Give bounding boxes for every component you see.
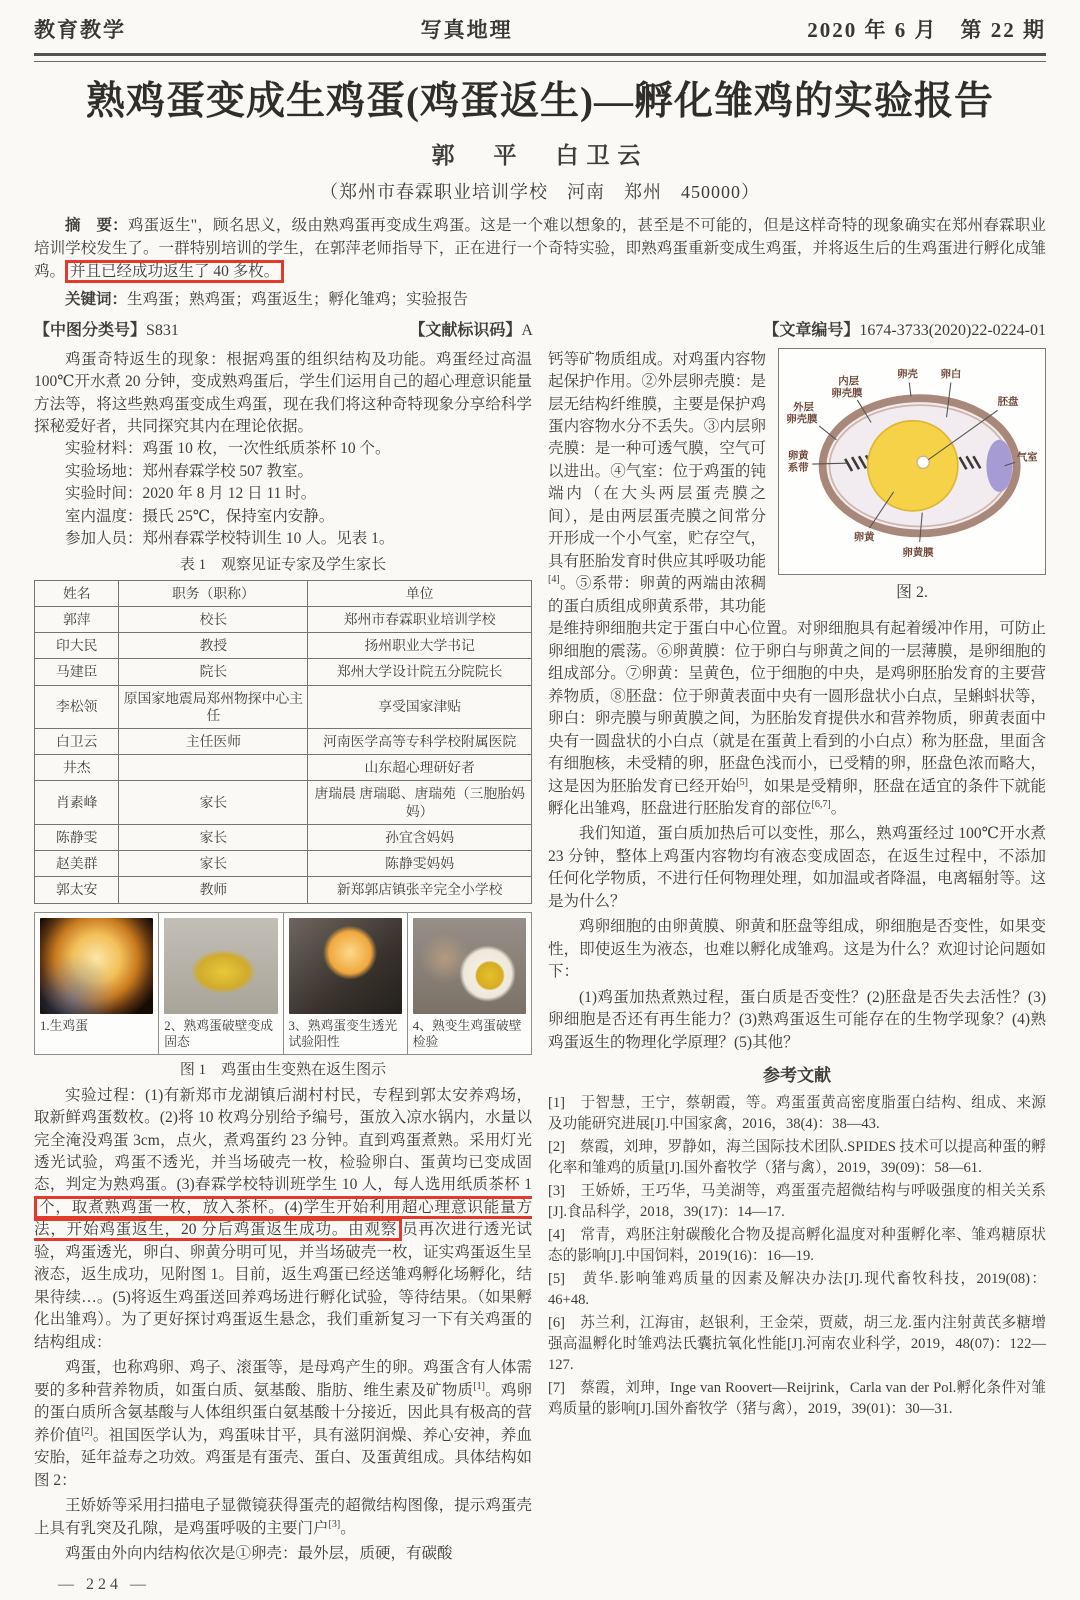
photo-caption: 2、熟鸡蛋破壁变成固态 — [164, 1018, 274, 1050]
table-row — [35, 755, 532, 781]
abstract-text — [34, 217, 1046, 284]
reference-item: [5] 黄华.影响雏鸡质量的因素及解决办法[J].现代畜牧科技，2019(08)：46+48. — [548, 1270, 1046, 1308]
table-cell: 院长 — [119, 659, 308, 685]
table-row — [35, 633, 532, 659]
citation-superscript: [3] — [328, 1518, 341, 1530]
table-row — [35, 877, 532, 903]
figure1-caption: 图 1 鸡蛋由生变熟在返生图示 — [179, 1061, 387, 1078]
table-cell: 教授 — [119, 633, 308, 659]
references-heading: 参考文献 — [763, 1066, 831, 1086]
page-number: — 224 — — [58, 1576, 150, 1594]
svg-text:卵壳膜: 卵壳膜 — [831, 388, 863, 400]
table-cell: 家长 — [119, 781, 308, 824]
egg-description-paragraph — [34, 1357, 532, 1492]
two-column-body — [34, 346, 1046, 1597]
table-cell: 井杰 — [35, 755, 119, 781]
document-code: 【文献标识码】A — [409, 321, 533, 339]
table-caption: 表 1 观察见证专家及学生家长 — [179, 556, 387, 573]
table-cell: 郭萍 — [35, 606, 119, 632]
citation-superscript: [4] — [548, 574, 560, 586]
text-segment: 实验过程：(1)有新郑市龙湖镇后湖村村民，专程到郭太安养鸡场，取新鲜鸡蛋数枚。(2)将 10 枚鸡分别给予编号，蛋放入凉水锅内，水量以完全淹没鸡蛋 3cm，点火，煮鸡蛋约 23 分钟。直到鸡蛋煮熟。采用灯光透光试验，鸡蛋不透光，并当场破壳一枚，检验卵白、蛋黄均已变成固态，判定为熟鸡蛋。(3)春霖学校特训班学生 10 人，每人选用纸质茶杯 1 — [34, 1086, 532, 1194]
red-highlight-box: 并且已经成功返生了 40 多枚。 — [65, 260, 284, 283]
text-segment: 王娇娇等采用扫描电子显微镜获得蛋壳的超微结构图像，提示鸡蛋壳上具有乳突及孔隙，是鸡蛋呼吸的主要门户 — [34, 1497, 532, 1537]
table-cell: 郑州大学设计院五分院院长 — [308, 659, 532, 685]
citation-superscript: [1] — [473, 1380, 485, 1392]
table-row — [35, 824, 532, 850]
photo-caption: 1.生鸡蛋 — [40, 1018, 88, 1033]
figure1-cell-3 — [284, 913, 408, 1054]
table-cell: 印大民 — [35, 633, 119, 659]
table-cell: 赵美群 — [35, 851, 119, 877]
table-cell: 陈静雯妈妈 — [308, 851, 532, 877]
table-cell: 家长 — [119, 851, 308, 877]
egg-diagram-box — [778, 348, 1046, 575]
citation-superscript: [6,7] — [811, 798, 831, 810]
table-cell: 郭太安 — [35, 877, 119, 903]
table-cell: 校长 — [119, 606, 308, 632]
reference-item: [2] 蔡霞，刘珅，罗静如，海兰国际技术团队.SPIDES 技术可以提高种蛋的孵化率和雏鸡的质量[J].国外畜牧学（猪与禽），2019，39(09)：58—61. — [548, 1138, 1046, 1176]
table-cell — [119, 755, 308, 781]
table-cell: 孙宜含妈妈 — [308, 824, 532, 850]
table-row — [35, 851, 532, 877]
reference-item: [1] 于智慧，王宁，蔡朝霞，等。鸡蛋蛋黄高密度脂蛋白结构、组成、来源及功能研究进展[J].中国家禽，2016，38(4)：38—43. — [548, 1094, 1046, 1132]
keywords-line — [34, 287, 1046, 309]
table-row — [35, 685, 532, 728]
svg-text:卵壳膜: 卵壳膜 — [786, 414, 818, 426]
shell-break-check-photo — [413, 918, 526, 1014]
classification-row — [34, 317, 1046, 340]
table-cell: 主任医师 — [119, 728, 308, 754]
table-cell: 马建臣 — [35, 659, 119, 685]
egg-structure-diagram — [781, 353, 1041, 563]
text-segment: 鸡蛋，也称鸡卵、鸡子、滚蛋等，是母鸡产生的卵。鸡蛋含有人体需要的多种营养物质，如蛋白质、氨基酸、脂肪、维生素及矿物质 — [34, 1359, 532, 1399]
text-segment: 。⑤系带：卵黄的两端由浓稠的蛋白质组成卵黄系带，其功能是维持卵细胞共定于蛋白中心位置。对卵细胞具有起着缓冲作用，可防止卵细胞的震荡。⑥卵黄膜：位于卵白与卵黄之间的一层薄膜，是卵细胞的组成部分。⑦卵黄：呈黄色，位于细胞的中央，是鸡卵胚胎发育的主要营养物质，⑧胚盘：位于卵黄表面中央有一圆形盘状小白点，呈蝌蚪状等，卵白：卵壳膜与卵黄膜之间，为胚胎发育提供水和营养物质，卵黄表面中央有一圆盘状的小白点（就是在蛋黄上看到的小白点）称为胚盘，里面含有细胞核，未受精的卵，胚盘色浅而小，已受精的卵，胚盘色浓而略大，这是因为胚胎发育已经开始 — [548, 575, 1046, 795]
text-segment: 员再次进行透光试验，鸡蛋透光，卵白、卵黄分明可见，并当场破壳一枚，证实鸡蛋返生呈液态，返生成功，见附图 1。目前，返生鸡蛋已经送雏鸡孵化场孵化，结果待续…。(5)将返生鸡蛋送回养鸡场进行孵化试验，等待结果。（如果孵化出雏鸡）。为了更好探讨鸡蛋返生悬念，我们重新复习一下有关鸡蛋的结构组成： — [34, 1221, 532, 1351]
boiled-egg-solid-photo — [164, 918, 277, 1014]
table-cell: 郑州市春霖职业培训学校 — [308, 606, 532, 632]
label-inner-shell-membrane: 内层 — [838, 375, 859, 387]
witness-table — [34, 580, 532, 904]
table-cell: 唐瑞晨 唐瑞聪、唐瑞苑（三胞胎妈妈） — [308, 781, 532, 824]
reference-item: [6] 苏兰利，江海宙，赵银利，王金荣，贾葳，胡三龙.蛋内注射黄芪多糖增强高温孵化时雏鸡法氏囊抗氧化性能[J].河南农业科学，2019，48(07)：122—127. — [548, 1314, 1046, 1373]
intro-paragraph: 鸡蛋奇特返生的现象：根据鸡蛋的组织结构及功能。鸡蛋经过高温 100℃开水煮 20 分钟，变成熟鸡蛋后，学生们运用自己的超心理意识能量方法等，将这些熟鸡蛋变成生鸡蛋，现在我们将这种奇特现象分享给科学探秘爱好者，共同探究其内在理论依据。 — [34, 350, 532, 435]
table-cell: 扬州职业大学书记 — [308, 633, 532, 659]
article-id: 【文章编号】1674-3733(2020)22-0224-01 — [763, 321, 1046, 339]
reference-item: [4] 常青，鸡胚注射碳酸化合物及提高孵化温度对种蛋孵化率、雏鸡糖原状态的影响[J].中国饲料，2019(16)：16—19. — [548, 1226, 1046, 1264]
table-cell: 享受国家津贴 — [308, 685, 532, 728]
label-albumen: 卵白 — [940, 368, 962, 380]
label-air-cell: 气室 — [1016, 452, 1038, 464]
photo-caption: 4、熟变生鸡蛋破壁检验 — [412, 1018, 522, 1050]
journal-issue: 2020 年 6 月 第 22 期 — [807, 18, 1046, 42]
experiment-time-line: 实验时间：2020 年 8 月 12 日 11 时。 — [65, 485, 317, 503]
journal-section-label: 教育教学 — [34, 18, 126, 42]
reference-item: [3] 王娇娇，王巧华，马美湖等，鸡蛋蛋壳超微结构与呼吸强度的相关关系[J].食品科学，2018，39(17)：14—17. — [548, 1182, 1046, 1220]
clc-number: 【中图分类号】S831 — [34, 321, 179, 339]
affiliation: （郑州市春霖职业培训学校 河南 郑州 450000） — [320, 181, 760, 202]
table-header-unit: 单位 — [308, 580, 532, 606]
right-column — [548, 346, 1046, 1597]
reference-item: [7] 蔡霞，刘珅，Inge van Roovert—Reijrink，Carla van der Pol.孵化条件对雏鸡质量的影响[J].国外畜牧学（猪与禽），2019，39(01)：30—31. — [548, 1379, 1046, 1417]
authors: 郭 平 白卫云 — [431, 142, 649, 168]
keywords-text: 生鸡蛋；熟鸡蛋；鸡蛋返生；孵化雏鸡；实验报告 — [127, 290, 469, 308]
text-segment: 。 — [340, 1519, 356, 1537]
label-blastodisc: 胚盘 — [997, 396, 1019, 408]
structure-start-paragraph: 鸡蛋由外向内结构依次是①卵壳：最外层，质硬，有碳酸 — [65, 1544, 453, 1562]
figure1-photo-strip — [34, 912, 532, 1055]
table-row — [35, 781, 532, 824]
text-segment: 。鸡卵的蛋白质所含氨基酸与人体组织蛋白氨基酸十分接近，因此具有极高的营养价值 — [34, 1381, 532, 1444]
table-cell: 河南医学高等专科学校附属医院 — [308, 728, 532, 754]
figure1-cell-4 — [408, 913, 531, 1054]
label-outer-shell-membrane: 外层 — [793, 401, 814, 413]
table-row — [35, 659, 532, 685]
table-header-role: 职务（职称） — [119, 580, 308, 606]
left-column — [34, 346, 532, 1597]
raw-egg-photo — [40, 918, 153, 1014]
figure2-egg-diagram — [778, 348, 1046, 605]
table-header-row — [35, 580, 532, 606]
figure1-cell-1 — [35, 913, 159, 1054]
process-paragraph — [34, 1085, 532, 1355]
red-highlight-box: 个，取煮熟鸡蛋一枚，放入茶杯。(4)学生开始利用超心理意识能量方法，开始鸡蛋返生，20 分后鸡蛋返生成功。由观察 — [34, 1196, 532, 1241]
citation-superscript: [2] — [81, 1425, 93, 1437]
experiment-materials-line: 实验材料：鸡蛋 10 枚，一次性纸质茶杯 10 个。 — [65, 440, 391, 458]
question-paragraph-3: (1)鸡蛋加热煮熟过程，蛋白质是否变性？(2)胚盘是否失去活性？(3)卵细胞是否还有再生能力？(3)熟鸡蛋返生可能存在的生物学现象？(4)熟鸡蛋返生的物理化学原理？(5)其他？ — [548, 988, 1046, 1051]
label-yolk-membrane: 卵黄膜 — [902, 547, 934, 559]
label-yolk: 卵黄 — [853, 531, 875, 543]
label-chalaza: 卵黄 — [787, 450, 809, 462]
article-title: 熟鸡蛋变成生鸡蛋(鸡蛋返生)—孵化雏鸡的实验报告 — [86, 80, 994, 123]
journal-name: 写真地理 — [420, 18, 513, 42]
abstract-paragraph — [34, 214, 1046, 284]
table-cell: 白卫云 — [35, 728, 119, 754]
text-segment: ，如果是受精卵，胚盘在适宜的条件下就能孵化出雏鸡，胚盘进行胚胎发育的部位 — [548, 777, 1046, 817]
table-cell: 肖素峰 — [35, 781, 119, 824]
keywords-label: 关键词： — [65, 290, 128, 308]
table-row — [35, 606, 532, 632]
citation-superscript: [5] — [736, 776, 748, 788]
figure1-cell-2 — [159, 913, 283, 1054]
table-cell: 新郑郭店镇张辛完全小学校 — [308, 877, 532, 903]
figure2-caption: 图 2. — [895, 584, 928, 602]
label-shell: 卵壳 — [897, 368, 918, 380]
wang-paragraph — [34, 1495, 532, 1540]
room-temperature-line: 室内温度：摄氏 25℃，保持室内安静。 — [65, 507, 335, 525]
header-divider — [34, 53, 1046, 62]
journal-header — [34, 14, 1046, 44]
table-cell: 李松领 — [35, 685, 119, 728]
participants-line: 参加人员：郑州春霖学校特训生 10 人。见表 1。 — [65, 530, 395, 548]
references-list — [548, 1093, 1046, 1420]
question-paragraph-1: 我们知道，蛋白质加热后可以变性，那么，熟鸡蛋经过 100℃开水煮 23 分钟，整体上鸡蛋内容物均有液态变成固态，在返生过程中，不添加任何化学物质，不进行任何物理处理，如加温或者降温，电离辐射等。这是为什么？ — [548, 825, 1046, 910]
table-cell: 陈静雯 — [35, 824, 119, 850]
experiment-site-line: 实验场地：郑州春霖学校 507 教室。 — [65, 462, 314, 480]
photo-caption: 3、熟鸡蛋变生透光试验阳性 — [288, 1018, 398, 1050]
text-segment: 钙等矿物质组成。对鸡蛋内容物起保护作用。②外层卵壳膜：是层无结构纤维膜，主要是保护鸡蛋内容物水分不丢失。③内层卵壳膜：是一种可透气膜，空气可以进出。④气室：位于鸡蛋的钝端内（在大头两层蛋壳膜之间），是由两层蛋壳膜之间常分开形成一个小气室，贮存空气，具有胚胎发育时供应其呼吸功能 — [548, 350, 766, 570]
abstract-label: 摘 要： — [65, 216, 128, 234]
svg-text:系带: 系带 — [787, 462, 809, 474]
translucency-test-photo — [289, 918, 402, 1014]
table-cell: 原国家地震局郑州物探中心主任 — [119, 685, 308, 728]
table-header-name: 姓名 — [35, 580, 119, 606]
text-segment: 。祖国医学认为，鸡蛋味甘平，具有滋阴润燥、养心安神，养血安胎，延年益寿之功效。鸡蛋是有蛋壳、蛋白、及蛋黄组成。具体结构如图 2： — [34, 1426, 532, 1489]
table-cell: 山东超心理研好者 — [308, 755, 532, 781]
table-cell: 家长 — [119, 824, 308, 850]
text-segment: 。 — [830, 799, 847, 817]
question-paragraph-2: 鸡卵细胞的由卵黄膜、卵黄和胚盘等组成，卵细胞是否变性，如果变性，即使返生为液态，也难以孵化成雏鸡。这是为什么？欢迎讨论问题如下： — [548, 918, 1046, 981]
text-segment: 鸡蛋返生"，顾名思义，级由熟鸡蛋再变成生鸡蛋。这是一个难以想象的，甚至是不可能的，但是这样奇特的现象确实在郑州春霖职业培训学校发生了。一群特别培训的学生，在郭萍老师指导下，正在进行一个奇特实验，即熟鸡蛋重新变成生鸡蛋，并将返生后的生鸡蛋进行孵化成雏鸡。 — [34, 216, 1046, 281]
table-cell: 教师 — [119, 877, 308, 903]
table-row — [35, 728, 532, 754]
